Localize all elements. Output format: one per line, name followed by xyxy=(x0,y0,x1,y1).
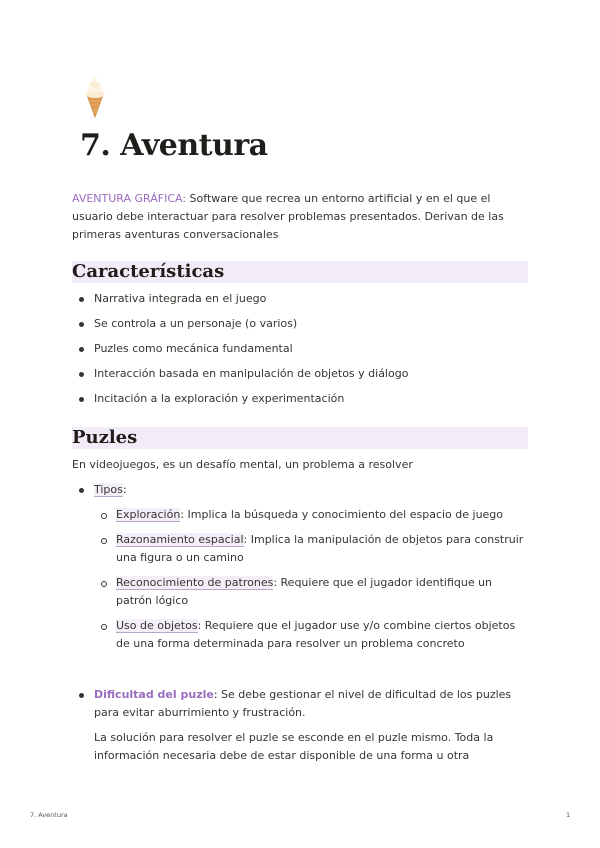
footer-page-number: 1 xyxy=(566,811,571,819)
intro-text: Software que recrea un entorno artificial y en el que el usuario debe interactuar para resolver problemas presentados. Derivan de las primeras aventuras conversacionales xyxy=(72,192,504,241)
tipo-text: : Requiere que el jugador use y/o combine ciertos objetos de una forma determinada para resolver un problema concreto xyxy=(116,619,516,650)
tipo-term-link[interactable]: Uso de objetos xyxy=(116,619,198,632)
list-item: Incitación a la exploración y experimentación xyxy=(72,390,528,408)
sublist-item xyxy=(94,617,524,653)
puzles-list xyxy=(72,481,528,499)
list-item-dificultad xyxy=(72,686,528,722)
intro-term: AVENTURA GRÁFICA: xyxy=(72,192,187,205)
page-title: 7. Aventura xyxy=(80,128,268,163)
intro-paragraph xyxy=(72,190,512,244)
tipo-text: : Requiere que el jugador identifique un patrón lógico xyxy=(116,576,493,607)
soft-serve-icecream-icon xyxy=(78,73,112,119)
tipo-term-link[interactable]: Exploración xyxy=(116,508,181,521)
list-item: Puzles como mecánica fundamental xyxy=(72,340,528,358)
dificultad-term: Dificultad del puzle xyxy=(94,688,214,701)
tipo-term-link[interactable]: Razonamiento espacial xyxy=(116,533,244,546)
section-heading-puzles: Puzles xyxy=(72,427,528,449)
tipos-colon: : xyxy=(122,483,127,496)
dificultad-text: : Se debe gestionar el nivel de dificultad de los puzles para evitar aburrimiento y frustración. xyxy=(94,688,512,719)
sublist-item xyxy=(94,574,524,610)
caracteristicas-list xyxy=(72,290,528,408)
list-item: Narrativa integrada en el juego xyxy=(72,290,528,308)
puzles-intro: En videojuegos, es un desafío mental, un problema a resolver xyxy=(72,458,413,471)
tipos-sublist xyxy=(94,506,524,653)
section-heading-caracteristicas: Características xyxy=(72,261,528,283)
list-item: Se controla a un personaje (o varios) xyxy=(72,315,528,333)
list-item-tipos xyxy=(72,481,528,499)
tipo-term-link[interactable]: Reconocimiento de patrones xyxy=(116,576,274,589)
footer-page-title: 7. Aventura xyxy=(30,811,68,819)
tipos-link[interactable]: Tipos xyxy=(94,483,123,496)
dificultad-note: La solución para resolver el puzle se esconde en el puzle mismo. Toda la información necesaria debe de estar disponible de una forma u otra xyxy=(94,731,494,762)
sublist-item xyxy=(94,506,524,524)
tipo-text: : Implica la manipulación de objetos para construir una figura o un camino xyxy=(116,533,524,564)
list-item: Interacción basada en manipulación de objetos y diálogo xyxy=(72,365,528,383)
dificultad-list xyxy=(72,686,528,722)
sublist-item xyxy=(94,531,524,567)
tipo-text: : Implica la búsqueda y conocimiento del espacio de juego xyxy=(180,508,504,521)
